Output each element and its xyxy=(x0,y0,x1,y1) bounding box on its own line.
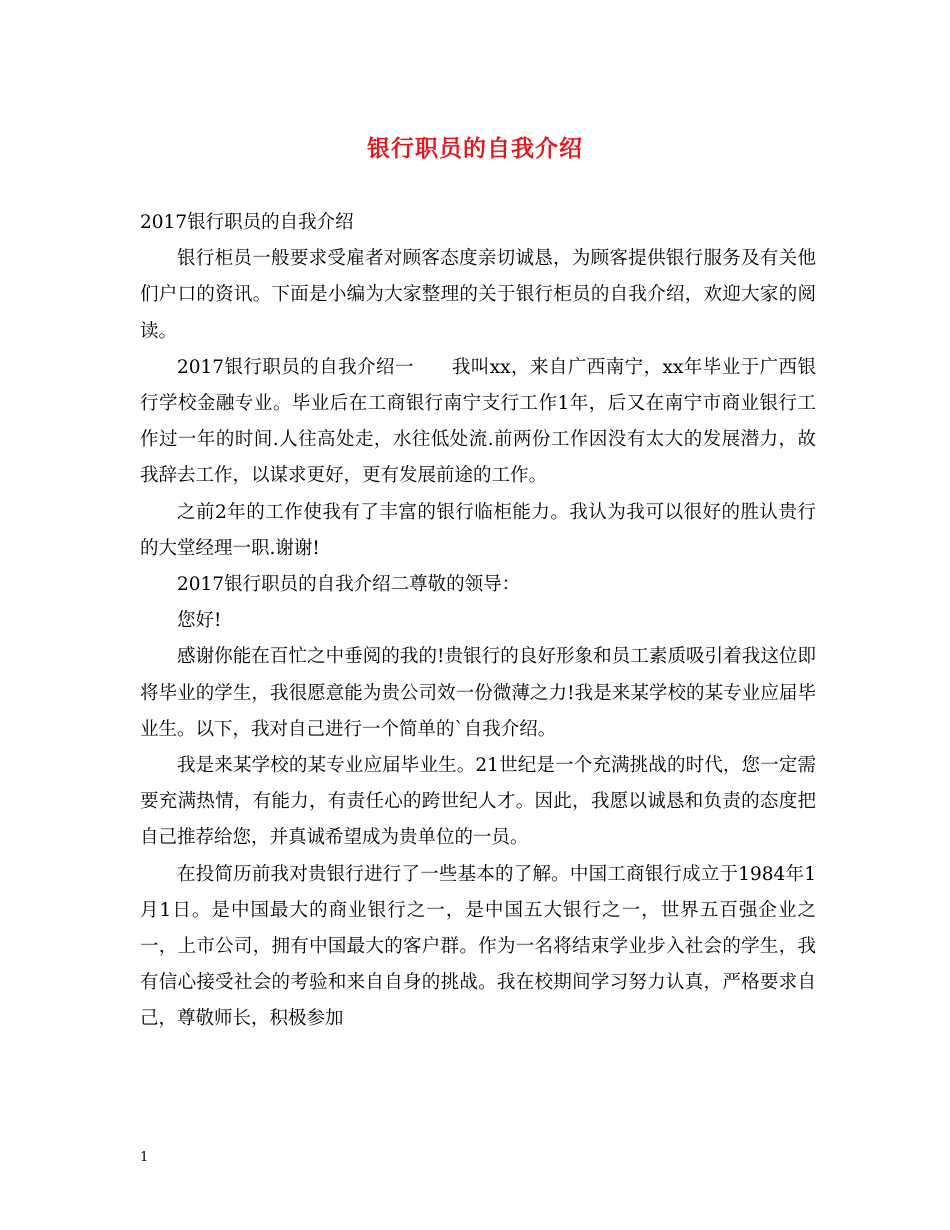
paragraph: 感谢你能在百忙之中垂阅的我的!贵银行的良好形象和员工素质吸引着我这位即将毕业的学生，我很愿意能为贵公司效一份微薄之力!我是来某学校的某专业应届毕业生。以下，我对自己进行一个简单的`自我介绍。 xyxy=(140,646,816,740)
paragraph: 银行柜员一般要求受雇者对顾客态度亲切诚恳，为顾客提供银行服务及有关他们户口的资讯。下面是小编为大家整理的关于银行柜员的自我介绍，欢迎大家的阅读。 xyxy=(140,248,816,342)
page-number: 1 xyxy=(140,1150,149,1165)
paragraph: 2017银行职员的自我介绍二尊敬的领导： xyxy=(177,574,521,596)
paragraph: 2017银行职员的自我介绍一 我叫xx，来自广西南宁，xx年毕业于广西银行学校金融专业。毕业后在工商银行南宁支行工作1年，后又在南宁市商业银行工作过一年的时间.人往高处走，水往低处流.前两份工作因没有太大的发展潜力，故我辞去工作，以谋求更好，更有发展前途的工作。 xyxy=(140,356,816,487)
paragraph: 在投简历前我对贵银行进行了一些基本的了解。中国工商银行成立于1984年1月1日。是中国最大的商业银行之一，是中国五大银行之一，世界五百强企业之一，上市公司，拥有中国最大的客户群。作为一名将结束学业步入社会的学生，我有信心接受社会的考验和来自自身的挑战。我在校期间学习努力认真，严格要求自己，尊敬师长，积极参加 xyxy=(140,863,816,1030)
paragraph-heading: 2017银行职员的自我介绍 xyxy=(140,212,354,233)
paragraph: 我是来某学校的某专业应届毕业生。21世纪是一个充满挑战的时代，您一定需要充满热情，有能力，有责任心的跨世纪人才。因此，我愿以诚恳和负责的态度把自己推荐给您，并真诚希望成为贵单位的一员。 xyxy=(140,755,816,849)
document-body xyxy=(140,205,816,1038)
paragraph: 之前2年的工作使我有了丰富的银行临柜能力。我认为我可以很好的胜认贵行的大堂经理一职.谢谢! xyxy=(140,501,816,559)
document-title: 银行职员的自我介绍 xyxy=(367,135,583,162)
paragraph: 您好! xyxy=(177,610,222,632)
